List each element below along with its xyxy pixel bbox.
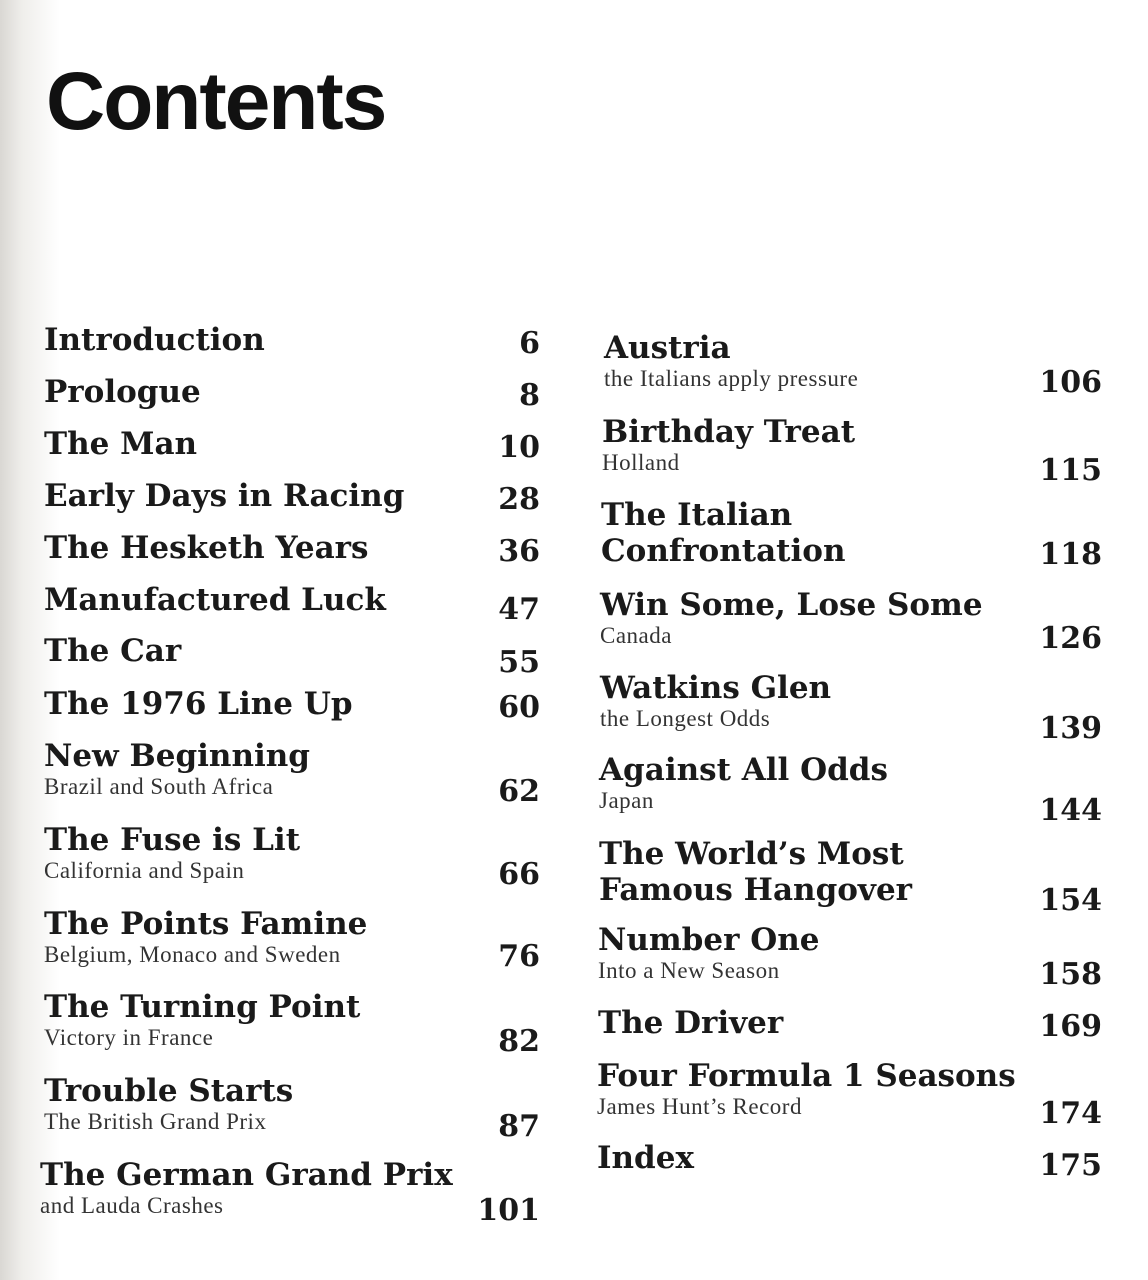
entry-title: The Fuse is Lit (44, 822, 301, 858)
entry-title: Austria (604, 330, 731, 366)
toc-entry-famous-hangover (599, 836, 912, 908)
entry-title: The Points Famine (44, 906, 368, 942)
entry-page-number: 175 (1039, 1148, 1102, 1183)
entry-title: Index (597, 1140, 694, 1176)
entry-title: Birthday Treat (602, 414, 856, 450)
toc-entry-introduction (44, 322, 265, 358)
entry-page-number: 76 (498, 939, 540, 974)
entry-page-number: 36 (498, 534, 540, 569)
entry-title: The German Grand Prix (40, 1157, 453, 1193)
entry-page-number: 55 (498, 645, 540, 680)
toc-entry-italian-confrontation (601, 497, 846, 569)
entry-title-line2: Famous Hangover (599, 872, 912, 908)
toc-entry-line-up (44, 686, 353, 722)
entry-page-number: 106 (1039, 365, 1102, 400)
entry-title: The World’s Most (599, 836, 904, 872)
entry-page-number: 139 (1039, 711, 1102, 746)
entry-subtitle: the Italians apply pressure (604, 366, 859, 391)
toc-entry-number-one (598, 922, 819, 984)
entry-title: Prologue (44, 374, 201, 410)
entry-page-number: 126 (1039, 621, 1102, 656)
entry-subtitle: and Lauda Crashes (40, 1193, 224, 1218)
entry-page-number: 62 (498, 774, 540, 809)
entry-page-number: 118 (1039, 537, 1102, 572)
toc-entry-new-beginning (44, 738, 310, 800)
toc-entry-turning-point (44, 989, 360, 1051)
entry-title: The 1976 Line Up (44, 686, 353, 722)
entry-subtitle: Japan (599, 788, 654, 813)
entry-page-number: 87 (498, 1109, 540, 1144)
entry-title: The Italian (601, 497, 793, 533)
entry-subtitle: James Hunt’s Record (597, 1094, 802, 1119)
toc-entry-the-man (44, 426, 197, 462)
entry-page-number: 169 (1039, 1009, 1102, 1044)
entry-title: Four Formula 1 Seasons (597, 1058, 1016, 1094)
toc-entry-hesketh-years (44, 530, 368, 566)
entry-title: Against All Odds (599, 752, 888, 788)
entry-title: New Beginning (44, 738, 310, 774)
entry-subtitle: Victory in France (44, 1025, 214, 1050)
toc-entry-early-days (44, 478, 404, 514)
toc-entry-manufactured-luck (44, 582, 386, 618)
toc-entry-the-driver (598, 1005, 783, 1041)
page-title: Contents (46, 55, 386, 147)
entry-title: Win Some, Lose Some (600, 587, 983, 623)
entry-page-number: 174 (1039, 1096, 1102, 1131)
entry-subtitle: Into a New Season (598, 958, 780, 983)
toc-entry-index (597, 1140, 694, 1176)
entry-subtitle: California and Spain (44, 858, 245, 883)
entry-subtitle: The British Grand Prix (44, 1109, 267, 1134)
entry-subtitle: Belgium, Monaco and Sweden (44, 942, 341, 967)
entry-page-number: 66 (498, 857, 540, 892)
entry-title: Manufactured Luck (44, 582, 386, 618)
entry-title: Watkins Glen (600, 670, 832, 706)
entry-subtitle: the Longest Odds (600, 706, 771, 731)
entry-title: The Driver (598, 1005, 784, 1041)
entry-title: The Hesketh Years (44, 530, 369, 566)
entry-page-number: 101 (477, 1193, 540, 1228)
entry-page-number: 144 (1039, 793, 1102, 828)
entry-subtitle: Canada (600, 623, 672, 648)
entry-title-line2: Confrontation (601, 533, 846, 569)
entry-title: Number One (598, 922, 820, 958)
toc-entry-four-seasons (597, 1058, 1016, 1120)
entry-page-number: 10 (498, 430, 540, 465)
toc-entry-prologue (44, 374, 201, 410)
entry-title: Early Days in Racing (44, 478, 405, 514)
toc-entry-against-all-odds (599, 752, 888, 814)
entry-title: Trouble Starts (44, 1073, 294, 1109)
entry-page-number: 47 (498, 592, 540, 627)
entry-page-number: 8 (519, 378, 540, 413)
entry-title: Introduction (44, 322, 265, 358)
toc-entry-fuse-is-lit (44, 822, 300, 884)
entry-page-number: 6 (519, 326, 540, 361)
toc-entry-win-some (600, 587, 983, 649)
toc-entry-points-famine (44, 906, 367, 968)
toc-entry-watkins-glen (600, 670, 831, 732)
entry-title: The Turning Point (44, 989, 361, 1025)
toc-entry-the-car (44, 633, 181, 669)
entry-title: The Man (44, 426, 198, 462)
entry-page-number: 158 (1039, 957, 1102, 992)
toc-entry-german-grand-prix (40, 1157, 453, 1219)
entry-title: The Car (44, 633, 182, 669)
entry-page-number: 82 (498, 1024, 540, 1059)
entry-page-number: 60 (498, 690, 540, 725)
toc-entry-birthday-treat (602, 414, 855, 476)
entry-subtitle: Brazil and South Africa (44, 774, 274, 799)
entry-page-number: 115 (1039, 453, 1102, 488)
entry-page-number: 28 (498, 482, 540, 517)
toc-entry-trouble-starts (44, 1073, 293, 1135)
entry-subtitle: Holland (602, 450, 680, 475)
toc-entry-austria (604, 330, 858, 392)
entry-page-number: 154 (1039, 883, 1102, 918)
